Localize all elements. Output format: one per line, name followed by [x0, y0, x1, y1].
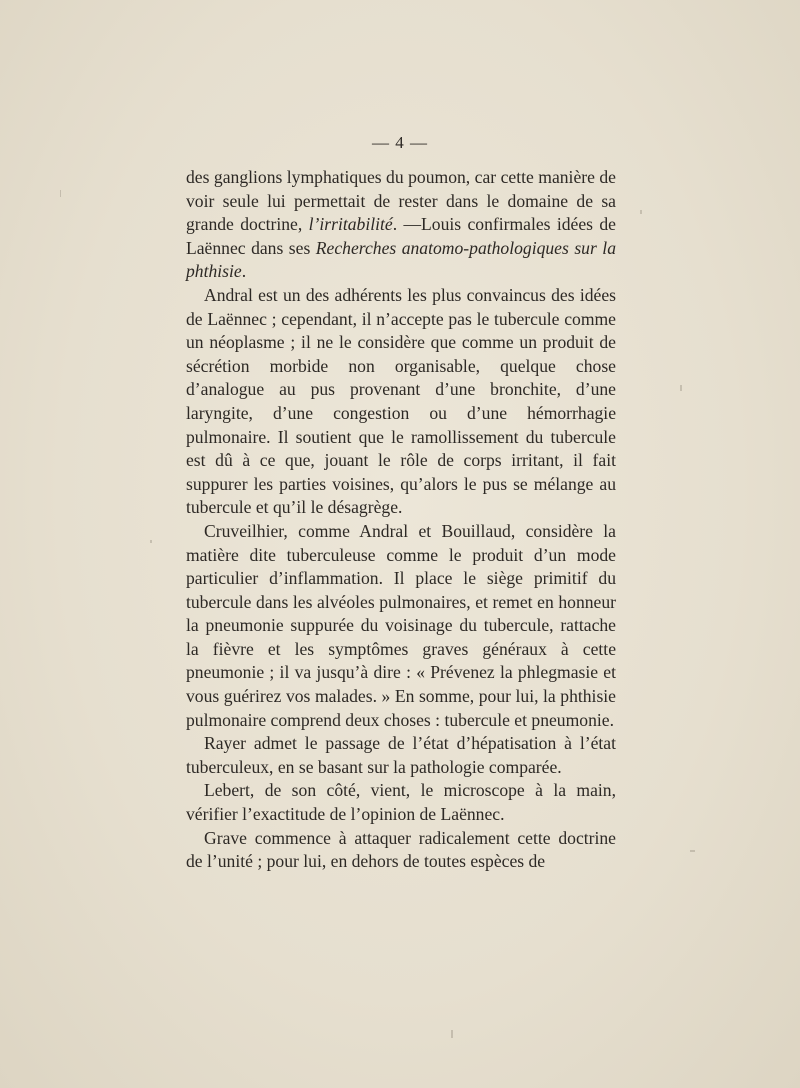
- text-segment: Cruveilhier, comme Andral et Bouillaud, considère la matière dite tuberculeuse comme le produit d’un mode particulier d’inflammation. Il place le siège primitif du tubercule dans les alvéoles pulmonaires, et remet en honneur la pneumonie suppurée du voisinage du tubercule, rattache la fièvre et les symptômes graves généraux à cette pneumonie ; il va jusqu’à dire : « Prévenez la phlegmasie et vous guérirez vos malades. » En somme, pour lui, la phthisie pulmonaire comprend deux choses : tubercule et pneumonie.: [186, 520, 616, 730]
- page-number: — 4 —: [372, 133, 428, 152]
- paragraph: [186, 284, 616, 520]
- text-segment-italic: l’irritabilité: [308, 214, 393, 235]
- body-text: [186, 166, 616, 874]
- paragraph: [186, 779, 616, 826]
- text-segment: . —Louis confirmales idées de Laënnec dans ses: [186, 214, 616, 258]
- text-segment: Rayer admet le passage de l’état d’hépatisation à l’état tuberculeux, en se basant sur la pathologie comparée.: [186, 733, 616, 777]
- text-segment: Lebert, de son côté, vient, le microscope à la main, vérifier l’exactitude de l’opinion de Laënnec.: [186, 780, 616, 825]
- paper-speck: [680, 385, 682, 391]
- text-segment: Andral est un des adhérents les plus convaincus des idées de Laënnec ; cependant, il n’accepte pas le tubercule comme un néoplasme ; il ne le considère que comme un produit de sécrétion morbide non organisable, quelque chose d’analogue au pus provenant d’une bronchite, d’une laryngite, d’une congestion ou d’une hémorrhagie pulmonaire. Il soutient que le ramollissement du tubercule est dû à ce que, jouant le rôle de corps irritant, il fait suppurer les parties voisines, qu’alors le pus se mélange au tubercule et qu’il le désagrège.: [186, 284, 616, 518]
- paper-speck: [690, 850, 695, 852]
- text-segment: Grave commence à attaquer radicalement cette doctrine de l’unité ; pour lui, en dehors de toutes espèces de: [186, 827, 616, 872]
- text-segment: .: [241, 261, 247, 282]
- paper-speck: [640, 210, 642, 214]
- paragraph: [186, 827, 616, 874]
- text-segment: des ganglions lymphatiques du poumon, car cette manière de voir seule lui permettait de rester dans le domaine de sa grande doctrine,: [186, 167, 616, 235]
- paragraph: [186, 166, 616, 284]
- paper-speck: [150, 540, 152, 543]
- text-segment-italic: Recherches anatomo-pathologiques sur la phthisie: [186, 237, 616, 282]
- paragraph: [186, 520, 616, 732]
- paragraph: [186, 732, 616, 779]
- paper-speck: [60, 190, 61, 197]
- paper-speck: [451, 1030, 453, 1038]
